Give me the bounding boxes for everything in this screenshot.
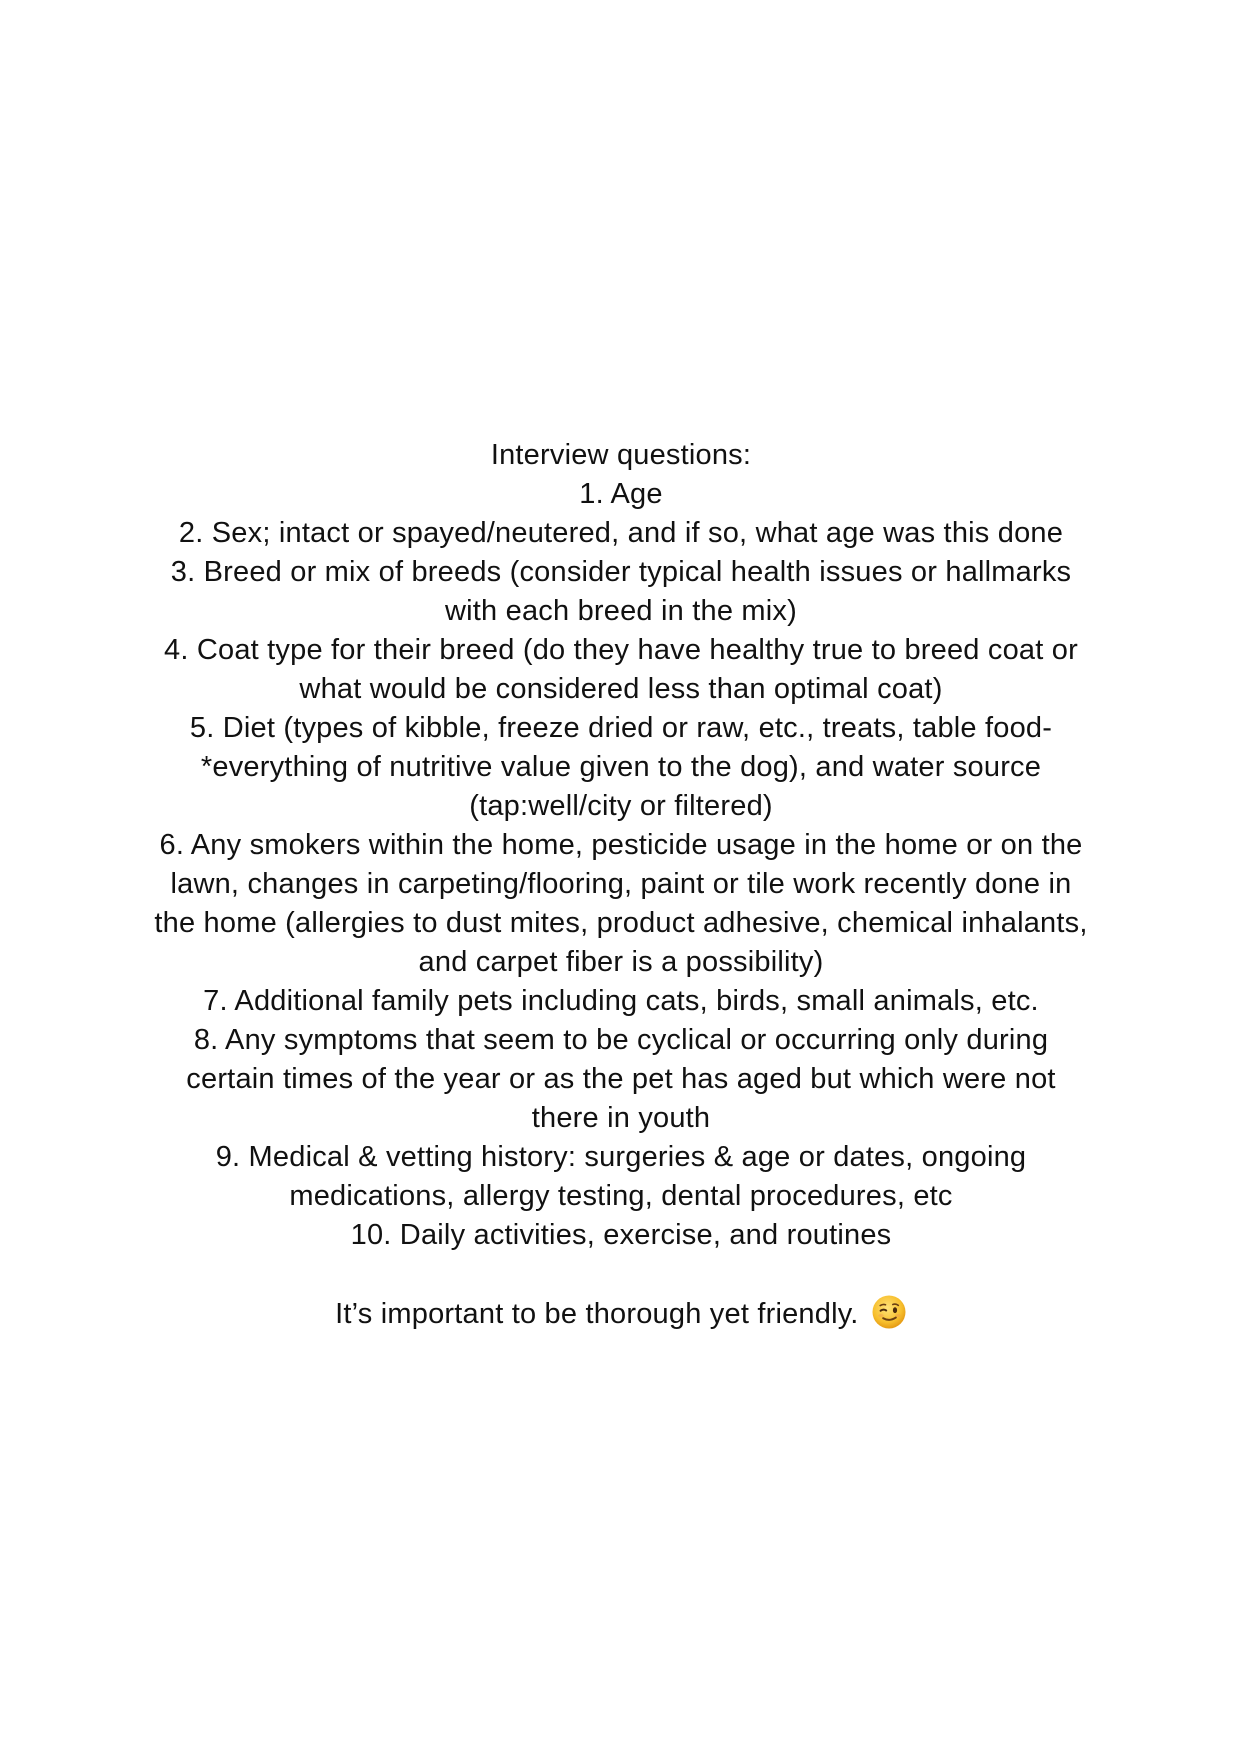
paragraph-gap <box>85 1255 1157 1294</box>
question-7-line-1: 7. Additional family pets including cats, birds, small animals, etc. <box>203 985 1039 1017</box>
question-6-line-4: and carpet fiber is a possibility) <box>418 946 824 978</box>
winking-face-emoji-icon <box>871 1294 907 1330</box>
question-9-line-1: 9. Medical & vetting history: surgeries & age or dates, ongoing <box>215 1141 1027 1173</box>
question-6-line-2: lawn, changes in carpeting/flooring, paint or tile work recently done in <box>170 868 1072 900</box>
question-1-line-1: 1. Age <box>579 478 663 510</box>
closing-line <box>85 1294 1157 1334</box>
question-8-line-1: 8. Any symptoms that seem to be cyclical or occurring only during <box>193 1024 1049 1056</box>
interview-note <box>85 436 1157 1334</box>
question-3-line-1: 3. Breed or mix of breeds (consider typical health issues or hallmarks <box>170 556 1072 588</box>
question-6-line-1: 6. Any smokers within the home, pesticide usage in the home or on the <box>159 829 1083 861</box>
question-4-line-2: what would be considered less than optimal coat) <box>299 673 943 705</box>
question-5-line-2: *everything of nutritive value given to the dog), and water source <box>200 751 1042 783</box>
question-5-line-1: 5. Diet (types of kibble, freeze dried or raw, etc., treats, table food- <box>189 712 1053 744</box>
question-4-line-1: 4. Coat type for their breed (do they have healthy true to breed coat or <box>164 634 1078 666</box>
question-2-line-1: 2. Sex; intact or spayed/neutered, and if so, what age was this done <box>178 517 1064 549</box>
note-title: Interview questions: <box>490 439 752 471</box>
question-3-line-2: with each breed in the mix) <box>445 595 797 627</box>
closing-text: It’s important to be thorough yet friendly. <box>335 1298 859 1330</box>
question-8-line-3: there in youth <box>531 1102 711 1134</box>
question-9-line-2: medications, allergy testing, dental procedures, etc <box>289 1180 953 1212</box>
question-6-line-3: the home (allergies to dust mites, product adhesive, chemical inhalants, <box>154 907 1088 939</box>
question-5-line-3: (tap:well/city or filtered) <box>469 790 773 822</box>
question-8-line-2: certain times of the year or as the pet has aged but which were not <box>186 1063 1056 1095</box>
question-10-line-1: 10. Daily activities, exercise, and routines <box>350 1219 892 1251</box>
